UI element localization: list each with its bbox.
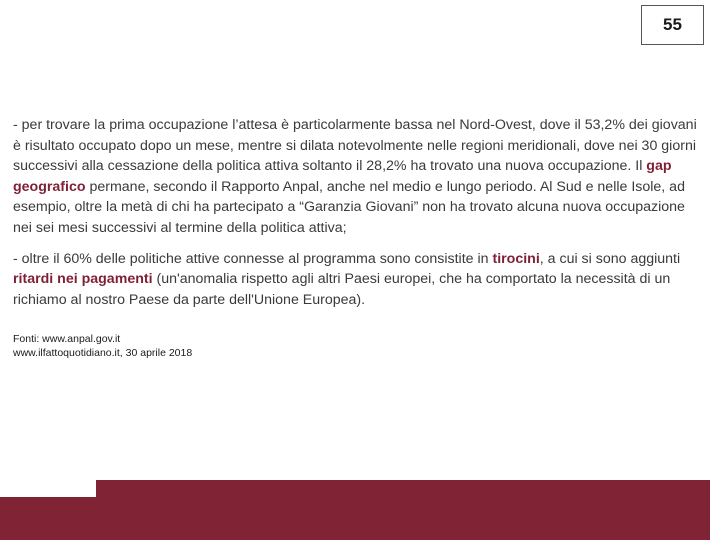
paragraph-text: , a cui si sono aggiunti	[539, 250, 681, 267]
paragraph-text: - oltre il 60% delle politiche attive connesse al programma sono consistite in	[13, 250, 493, 267]
footer-bar-right	[96, 480, 710, 540]
slide-content	[13, 115, 701, 360]
page-number: 55	[641, 5, 704, 45]
source-line: www.ilfattoquotidiano.it, 30 aprile 2018	[13, 347, 193, 360]
paragraph-text: (un'anomalia rispetto agli altri Paesi europei, che ha comportato la necessità di un richiamo al nostro Paese da parte dell'Unione Europea).	[13, 271, 671, 308]
highlight-tirocini: tirocini	[492, 250, 540, 267]
sources-block	[13, 332, 701, 360]
source-line: Fonti: www.anpal.gov.it	[13, 333, 121, 346]
paragraph-waiting-time	[13, 115, 701, 239]
highlight-gap-geografico: gap geografico	[13, 158, 672, 195]
highlight-ritardi-pagamenti: ritardi nei pagamenti	[13, 271, 153, 288]
paragraph-text: - per trovare la prima occupazione l’attesa è particolarmente bassa nel Nord-Ovest, dove il 53,2% dei giovani è risultato occupato dopo un mese, mentre si dilata notevolmente nelle regioni meridionali, dove nei 30 giorni successivi alla cessazione della politica attiva soltanto il 28,2% ha trovato una nuova occupazione. Il	[13, 117, 697, 175]
paragraph-active-policies	[13, 249, 701, 311]
footer-bar-left	[0, 497, 96, 540]
paragraph-text: permane, secondo il Rapporto Anpal, anche nel medio e lungo periodo. Al Sud e nelle Isole, ad esempio, oltre la metà di chi ha partecipato a “Garanzia Giovani” non ha trovato alcuna nuova occupazione nei sei mesi successivi al termine della politica attiva;	[13, 178, 685, 236]
